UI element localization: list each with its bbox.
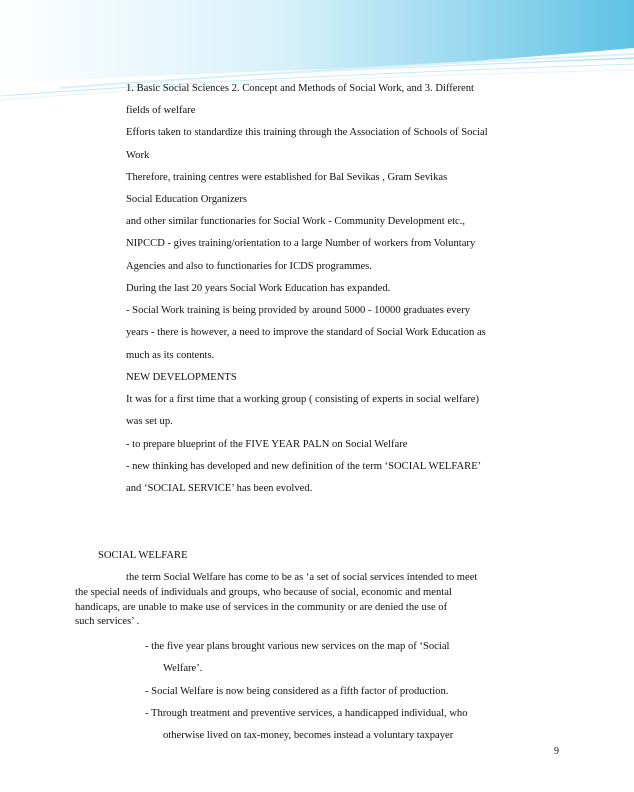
list-item: - Social Welfare is now being considered as a fifth factor of production. <box>145 686 449 697</box>
text-line: During the last 20 years Social Work Education has expanded. <box>126 283 391 294</box>
text-line: NIPCCD - gives training/orientation to a large Number of workers from Voluntary <box>126 238 476 249</box>
text-line: was set up. <box>126 416 173 427</box>
list-item: - to prepare blueprint of the FIVE YEAR PALN on Social Welfare <box>126 439 408 450</box>
list-item: - new thinking has developed and new definition of the term ‘SOCIAL WELFARE’ <box>126 461 482 472</box>
text-line: much as its contents. <box>126 350 215 361</box>
text-line: Agencies and also to functionaries for ICDS programmes. <box>126 261 372 272</box>
paragraph-line: handicaps, are unable to make use of services in the community or are denied the use of <box>75 602 448 613</box>
text-line: It was for a first time that a working group ( consisting of experts in social welfare) <box>126 394 480 405</box>
section-heading: NEW DEVELOPMENTS <box>126 372 237 383</box>
paragraph-line: the term Social Welfare has come to be as ‘a set of social services intended to meet <box>126 572 478 583</box>
list-item: otherwise lived on tax-money, becomes instead a voluntary taxpayer <box>163 730 454 741</box>
text-line: Therefore, training centres were established for Bal Sevikas , Gram Sevikas <box>126 172 448 183</box>
text-line: Social Education Organizers <box>126 194 248 205</box>
text-line: and other similar functionaries for Social Work - Community Development etc., <box>126 216 466 227</box>
text-line: Efforts taken to standardize this training through the Association of Schools of Social <box>126 127 488 138</box>
text-line: - Social Work training is being provided by around 5000 - 10000 graduates every <box>126 305 471 316</box>
text-line: Work <box>126 150 150 161</box>
list-item: Welfare’. <box>163 663 203 674</box>
paragraph-line: such services’ . <box>75 616 140 627</box>
page-number: 9 <box>554 746 559 757</box>
section-heading: SOCIAL WELFARE <box>98 550 188 561</box>
paragraph-line: the special needs of individuals and groups, who because of social, economic and mental <box>75 587 452 598</box>
text-line: 1. Basic Social Sciences 2. Concept and Methods of Social Work, and 3. Different <box>126 83 474 94</box>
text-line: fields of welfare <box>126 105 196 116</box>
list-item: - the five year plans brought various new services on the map of ‘Social <box>145 641 450 652</box>
list-item: - Through treatment and preventive services, a handicapped individual, who <box>145 708 468 719</box>
text-line: and ‘SOCIAL SERVICE’ has been evolved. <box>126 483 313 494</box>
text-line: years - there is however, a need to improve the standard of Social Work Education as <box>126 327 486 338</box>
